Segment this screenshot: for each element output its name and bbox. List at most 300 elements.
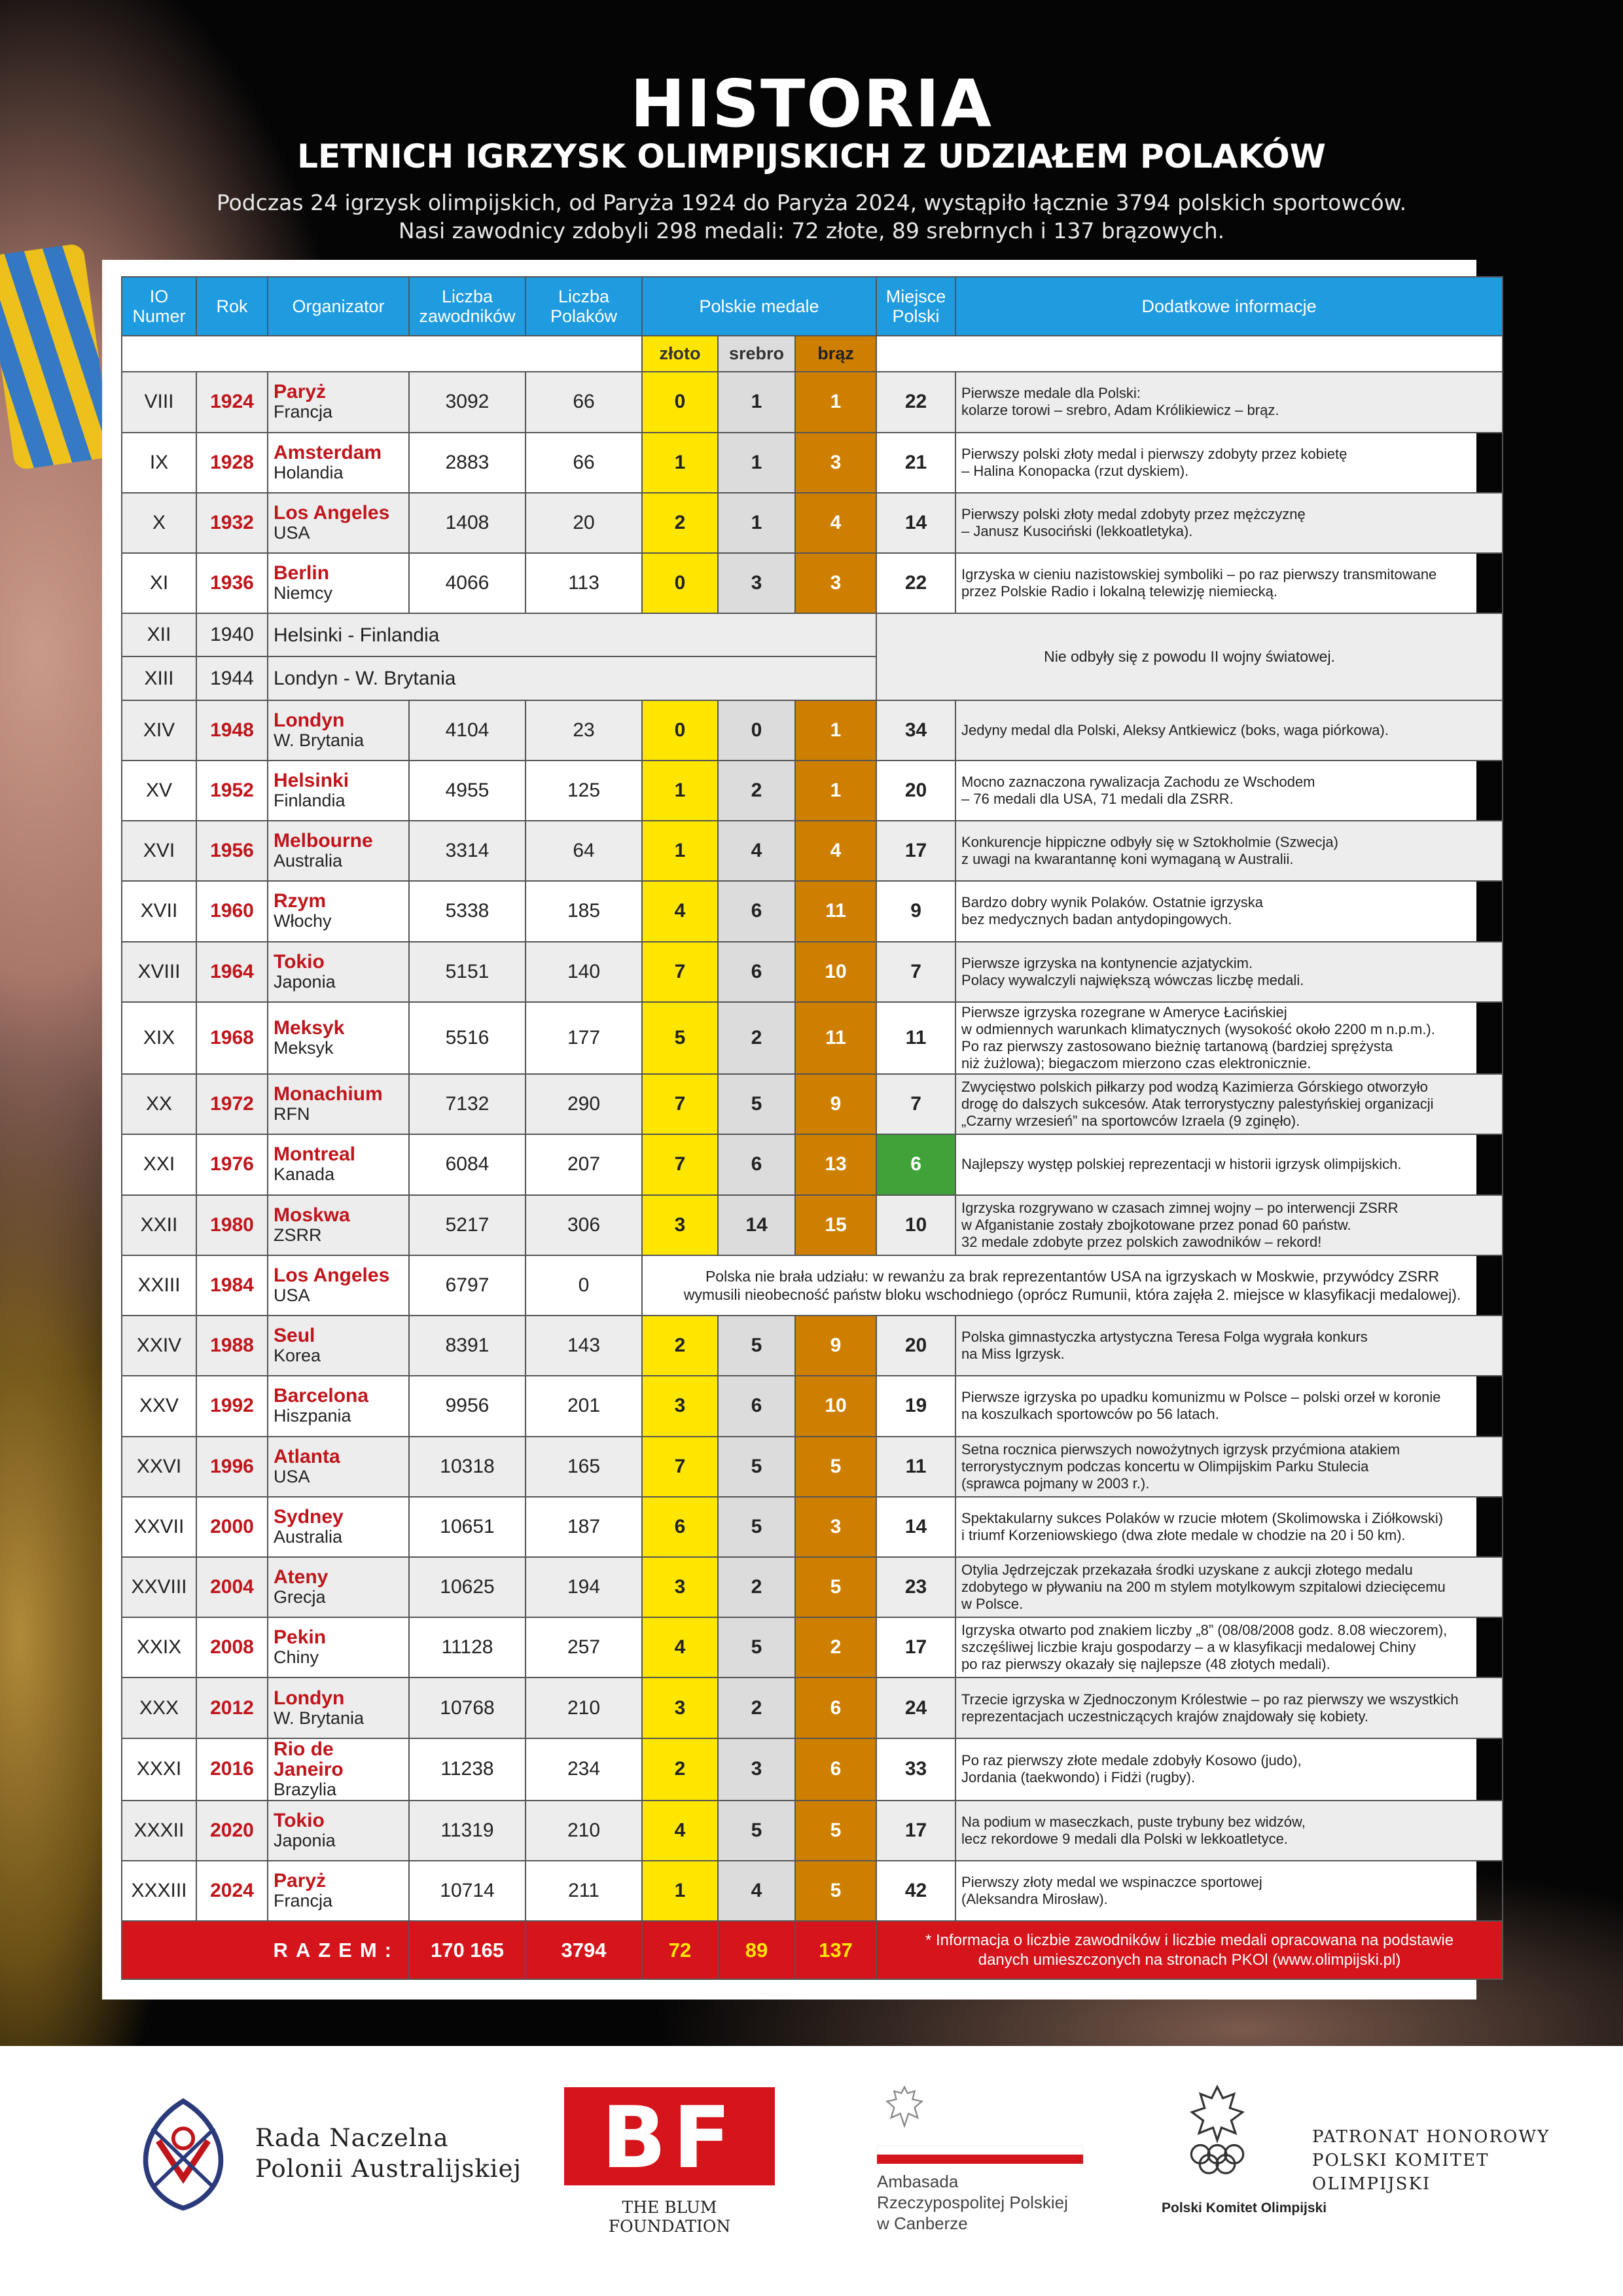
rada-name-line-2: Polonii Australijskiej [255, 2155, 522, 2183]
col-medals: Polskie medale [642, 277, 876, 336]
medal-subheader-row [122, 336, 1503, 372]
year: 2020 [196, 1801, 268, 1861]
info-line: reprezentacjach uczestniczących krajów znajdowały się kobiety. [961, 1708, 1369, 1725]
table-row [122, 493, 1503, 553]
io-number: XXVII [122, 1497, 196, 1557]
poles-count: 113 [526, 553, 642, 613]
athletes-count: 4104 [409, 700, 526, 761]
info-line: – 76 medali dla USA, 71 medali dla ZSRR. [961, 791, 1234, 807]
info-line: w odmiennych warunkach klimatycznych (wysokość około 2200 m n.p.m.). [961, 1020, 1435, 1037]
info-line: (Aleksandra Mirosław). [961, 1891, 1108, 1908]
additional-info [955, 1074, 1503, 1134]
silver-count: 5 [718, 1437, 795, 1497]
page-subtitle: LETNICH IGRZYSK OLIMPIJSKICH Z UDZIAŁEM POLAKÓW [297, 137, 1326, 175]
year: 1984 [196, 1255, 268, 1316]
year: 1928 [196, 433, 268, 493]
bronze-count: 3 [795, 553, 876, 613]
table-row [122, 1002, 1503, 1074]
host-country: Niemcy [274, 583, 333, 603]
info-line: Pierwsze igrzyska rozegrane w Ameryce Łacińskiej [961, 1003, 1287, 1020]
host-country: Francja [274, 1891, 333, 1911]
bronze-count: 5 [795, 1861, 876, 1921]
info-line: Po raz pierwszy zastosowano bieżnię tartanową (bardziej sprężysta [961, 1037, 1393, 1054]
additional-info [955, 372, 1503, 432]
gold-count: 2 [642, 493, 718, 553]
boycott-row [122, 1255, 1503, 1316]
host-country: W. Brytania [274, 730, 365, 750]
embassy-line-2: Rzeczypospolitej Polskiej [877, 2193, 1068, 2212]
poland-place: 24 [876, 1677, 955, 1738]
additional-info [955, 1677, 1503, 1738]
io-number: XXI [122, 1134, 196, 1194]
athletes-count: 3314 [409, 821, 526, 881]
host-country: Holandia [274, 462, 344, 482]
cancelled-note: Nie odbyły się z powodu II wojny światowej. [876, 613, 1503, 700]
bronze-count: 9 [795, 1316, 876, 1376]
col-poles: Liczba Polaków [526, 277, 642, 336]
poles-count: 0 [526, 1255, 642, 1316]
totals-athletes: 170 165 [409, 1921, 526, 1979]
bronze-count: 13 [795, 1134, 876, 1194]
athletes-count: 10714 [409, 1861, 526, 1921]
additional-info [955, 1801, 1503, 1861]
poland-place: 11 [876, 1437, 955, 1497]
table-row [122, 1195, 1503, 1255]
host-country: Australia [274, 1526, 343, 1547]
gold-count: 3 [642, 1376, 718, 1436]
table-row [122, 1074, 1503, 1134]
info-line: Pierwsze medale dla Polski: [961, 385, 1141, 402]
silver-count: 3 [718, 553, 795, 613]
info-line: lecz rekordowe 9 medali dla Polski w lekkoatletyce. [961, 1831, 1288, 1848]
poles-count: 165 [526, 1437, 642, 1497]
year: 1944 [196, 656, 268, 700]
info-line: „Czarny wrzesień” na sportowców Izraela (9 zginęło). [961, 1113, 1300, 1130]
bronze-count: 11 [795, 881, 876, 941]
io-number: XII [122, 613, 196, 656]
host-country: Hiszpania [274, 1406, 351, 1426]
source-note-line: danych umieszczonych na stronach PKOl (www.olimpijski.pl) [978, 1950, 1401, 1969]
additional-info [955, 1497, 1503, 1557]
athletes-count: 7132 [409, 1074, 526, 1134]
host-country: Francja [274, 402, 333, 422]
bronze-count: 2 [795, 1617, 876, 1677]
year: 1936 [196, 553, 268, 613]
athletes-count: 3092 [409, 372, 526, 432]
year: 1940 [196, 613, 268, 656]
totals-row [122, 1921, 1503, 1979]
poland-place: 33 [876, 1738, 955, 1801]
gold-count: 7 [642, 942, 718, 1002]
col-host: Organizator [268, 277, 409, 336]
io-number: XXVIII [122, 1557, 196, 1617]
year: 2004 [196, 1557, 268, 1617]
cancelled-host: Helsinki - Finlandia [268, 613, 876, 656]
info-line: w Afganistanie zostały zbojkotowane przez ponad 60 państw. [961, 1216, 1351, 1233]
poland-place: 10 [876, 1195, 955, 1255]
totals-gold: 72 [642, 1921, 718, 1979]
bronze-count: 1 [795, 372, 876, 432]
info-line: Zwycięstwo polskich piłkarzy pod wodzą Kazimierza Górskiego otworzyło [961, 1079, 1428, 1096]
year: 1924 [196, 372, 268, 432]
table-row [122, 1134, 1503, 1194]
silver-count: 2 [718, 761, 795, 821]
poles-count: 140 [526, 942, 642, 1002]
info-line: w Polsce. [961, 1596, 1024, 1613]
info-line: na koszulkach sportowców po 56 latach. [961, 1406, 1219, 1423]
host-cell [268, 1376, 409, 1436]
intro-line-1: Podczas 24 igrzysk olimpijskich, od Paryża 1924 do Paryża 2024, wystąpiło łącznie 3794 polskich sportowców. [216, 190, 1407, 215]
host-cell [268, 1437, 409, 1497]
poles-count: 211 [526, 1861, 642, 1921]
gold-count: 2 [642, 1738, 718, 1801]
host-country: Australia [274, 851, 343, 871]
bronze-count: 5 [795, 1801, 876, 1861]
silver-count: 2 [718, 1557, 795, 1617]
host-city: Sydney [274, 1505, 344, 1528]
io-number: XXIII [122, 1255, 196, 1316]
gold-count: 6 [642, 1497, 718, 1557]
info-line: Pierwszy polski złoty medal zdobyty przez mężczyznę [961, 505, 1306, 522]
year: 1980 [196, 1195, 268, 1255]
poland-place: 21 [876, 433, 955, 493]
additional-info [955, 1376, 1503, 1436]
boycott-note [642, 1255, 1503, 1316]
cancelled-host: Londyn - W. Brytania [268, 656, 876, 700]
medal-gold-label: złoto [642, 336, 718, 372]
silver-count: 5 [718, 1316, 795, 1376]
host-country: RFN [274, 1104, 310, 1124]
additional-info [955, 1134, 1503, 1194]
info-line: z uwagi na kwarantannę koni wymaganą w Australii. [961, 851, 1294, 868]
io-number: XI [122, 553, 196, 613]
io-number: XIX [122, 1002, 196, 1074]
silver-count: 1 [718, 433, 795, 493]
bronze-count: 3 [795, 1497, 876, 1557]
additional-info [955, 1617, 1503, 1677]
poland-place: 14 [876, 493, 955, 553]
silver-count: 14 [718, 1195, 795, 1255]
silver-count: 5 [718, 1074, 795, 1134]
polish-flag-bar [877, 2145, 1083, 2164]
silver-count: 1 [718, 493, 795, 553]
bronze-count: 15 [795, 1195, 876, 1255]
athletes-count: 5217 [409, 1195, 526, 1255]
io-number: XXIV [122, 1316, 196, 1376]
gold-count: 3 [642, 1677, 718, 1738]
info-line: Polska gimnastyczka artystyczna Teresa Folga wygrała konkurs [961, 1329, 1368, 1346]
table-row [122, 433, 1503, 493]
gold-count: 2 [642, 1316, 718, 1376]
year: 1948 [196, 700, 268, 761]
host-city: Tokio [274, 1810, 325, 1832]
poles-count: 125 [526, 761, 642, 821]
host-cell [268, 1738, 409, 1801]
pkol-emblem-icon [1181, 2081, 1253, 2179]
rada-name-line-1: Rada Naczelna [255, 2124, 449, 2152]
poles-count: 185 [526, 881, 642, 941]
poland-place: 17 [876, 1617, 955, 1677]
host-city: Montreal [274, 1143, 356, 1166]
poland-place: 20 [876, 761, 955, 821]
gold-count: 3 [642, 1195, 718, 1255]
host-country: Chiny [274, 1647, 319, 1668]
host-cell [268, 493, 409, 553]
rada-emblem-icon [121, 2091, 245, 2215]
athletes-count: 4066 [409, 553, 526, 613]
gold-count: 0 [642, 372, 718, 432]
host-cell [268, 1134, 409, 1194]
poles-count: 66 [526, 433, 642, 493]
additional-info [955, 881, 1503, 941]
host-cell [268, 700, 409, 761]
poland-place: 7 [876, 1074, 955, 1134]
host-cell [268, 553, 409, 613]
host-city: Paryż [274, 1870, 327, 1892]
host-cell [268, 1255, 409, 1316]
host-city: Londyn [274, 709, 345, 731]
host-cell [268, 1002, 409, 1074]
additional-info [955, 433, 1503, 493]
year: 2008 [196, 1617, 268, 1677]
poland-place: 22 [876, 553, 955, 613]
athletes-count: 9956 [409, 1376, 526, 1436]
host-cell [268, 942, 409, 1002]
host-city: Meksyk [274, 1016, 345, 1039]
host-cell [268, 1861, 409, 1921]
gold-count: 0 [642, 553, 718, 613]
header-row [122, 277, 1503, 336]
info-line: Jedyny medal dla Polski, Aleksy Antkiewicz (boks, waga piórkowa). [961, 721, 1389, 738]
source-note [876, 1921, 1503, 1979]
additional-info [955, 1738, 1503, 1801]
poland-place: 7 [876, 942, 955, 1002]
athletes-count: 1408 [409, 493, 526, 553]
table-row [122, 1437, 1503, 1497]
info-line: drogę do dalszych sukcesów. Atak terrorystyczny palestyńskiej organizacji [961, 1096, 1434, 1113]
io-number: IX [122, 433, 196, 493]
year: 1964 [196, 942, 268, 1002]
host-country: Japonia [274, 1831, 336, 1851]
gold-count: 4 [642, 881, 718, 941]
additional-info [955, 1002, 1503, 1074]
info-line: Pierwsze igrzyska na kontynencie azjatyckim. [961, 954, 1253, 971]
bronze-count: 1 [795, 761, 876, 821]
bronze-count: 5 [795, 1437, 876, 1497]
info-line: Pierwszy polski złoty medal i pierwszy zdobyty przez kobietę [961, 445, 1347, 462]
info-line: Igrzyska otwarto pod znakiem liczby „8” (08/08/2008 godz. 8.08 wieczorem), [961, 1622, 1448, 1639]
bronze-count: 5 [795, 1557, 876, 1617]
host-city: Los Angeles [274, 501, 390, 524]
silver-count: 2 [718, 1677, 795, 1738]
athletes-count: 11319 [409, 1801, 526, 1861]
year: 1932 [196, 493, 268, 553]
info-line: i triumf Korzeniowskiego (dwa złote medale w chodzie na 20 i 50 km). [961, 1526, 1406, 1543]
host-country: Kanada [274, 1164, 335, 1185]
host-city: Amsterdam [274, 441, 382, 463]
additional-info [955, 942, 1503, 1002]
silver-count: 5 [718, 1801, 795, 1861]
table-row [122, 1861, 1503, 1921]
info-line: Pierwszy złoty medal we wspinaczce sportowej [961, 1874, 1262, 1891]
gold-count: 7 [642, 1134, 718, 1194]
info-line: Pierwsze igrzyska po upadku komunizmu w Polsce – polski orzeł w koronie [961, 1389, 1441, 1406]
poland-place: 22 [876, 372, 955, 432]
table-row [122, 942, 1503, 1002]
host-city: Atlanta [274, 1445, 340, 1467]
poland-place: 23 [876, 1557, 955, 1617]
info-line: Mocno zaznaczona rywalizacja Zachodu ze Wschodem [961, 774, 1315, 790]
bronze-count: 1 [795, 700, 876, 761]
table-row [122, 1316, 1503, 1376]
gold-count: 1 [642, 1861, 718, 1921]
host-country: Włochy [274, 911, 332, 931]
year: 1976 [196, 1134, 268, 1194]
table-row [122, 881, 1503, 941]
host-city: Berlin [274, 562, 330, 584]
note-line: Polska nie brała udziału: w rewanżu za brak reprezentantów USA na igrzyskach w Moskwie, przywódcy ZSRR [705, 1267, 1440, 1285]
poles-count: 290 [526, 1074, 642, 1134]
table-row [122, 553, 1503, 613]
info-line: na Miss Igrzysk. [961, 1346, 1065, 1363]
athletes-count: 10651 [409, 1497, 526, 1557]
cancelled-row [122, 613, 1503, 656]
host-city: Pekin [274, 1626, 327, 1649]
io-number: XVI [122, 821, 196, 881]
info-line: Jordania (taekwondo) i Fidżi (rugby). [961, 1769, 1196, 1786]
host-cell [268, 1617, 409, 1677]
poles-count: 177 [526, 1002, 642, 1074]
bronze-count: 4 [795, 493, 876, 553]
host-city: Monachium [274, 1083, 383, 1105]
year: 2024 [196, 1861, 268, 1921]
table-row [122, 1677, 1503, 1738]
table-row [122, 821, 1503, 881]
additional-info [955, 1557, 1503, 1617]
additional-info [955, 493, 1503, 553]
poles-count: 143 [526, 1316, 642, 1376]
info-line: Trzecie igrzyska w Zjednoczonym Królestwie – po raz pierwszy we wszystkich [961, 1691, 1459, 1708]
host-cell [268, 1801, 409, 1861]
info-line: kolarze torowi – srebro, Adam Królikiewicz – brąz. [961, 402, 1279, 419]
silver-count: 6 [718, 1376, 795, 1436]
host-cell [268, 821, 409, 881]
host-city: Londyn [274, 1687, 345, 1709]
additional-info [955, 761, 1503, 821]
gold-count: 4 [642, 1801, 718, 1861]
additional-info [955, 1195, 1503, 1255]
info-line: Bardzo dobry wynik Polaków. Ostatnie igrzyska [961, 894, 1264, 911]
athletes-count: 6084 [409, 1134, 526, 1194]
table-row [122, 1801, 1503, 1861]
gold-count: 1 [642, 433, 718, 493]
host-cell [268, 1316, 409, 1376]
silver-count: 1 [718, 372, 795, 432]
host-city: Moskwa [274, 1204, 350, 1226]
info-line: Konkurencje hippiczne odbyły się w Sztokholmie (Szwecja) [961, 834, 1338, 851]
io-number: X [122, 493, 196, 553]
page-title: HISTORIA [630, 65, 993, 142]
athletes-count: 10318 [409, 1437, 526, 1497]
additional-info [955, 1316, 1503, 1376]
silver-count: 3 [718, 1738, 795, 1801]
host-country: USA [274, 522, 310, 543]
athletes-count: 2883 [409, 433, 526, 493]
pkol-caption: Polski Komitet Olimpijski [1162, 2200, 1327, 2215]
info-line: przez Polskie Radio i lokalną telewizję niemiecką. [961, 583, 1278, 600]
table-row [122, 1376, 1503, 1436]
table-row [122, 1738, 1503, 1801]
host-cell [268, 433, 409, 493]
bronze-count: 4 [795, 821, 876, 881]
info-line: szczęśliwej liczbie kraju gospodarzy – a w klasyfikacji medalowej Chiny [961, 1639, 1416, 1656]
poland-place: 9 [876, 881, 955, 941]
col-athletes: Liczba zawodników [409, 277, 526, 336]
host-cell [268, 881, 409, 941]
poland-place: 6 [876, 1134, 955, 1194]
poles-count: 257 [526, 1617, 642, 1677]
embassy-line-1: Ambasada [877, 2172, 959, 2191]
gold-count: 5 [642, 1002, 718, 1074]
additional-info [955, 821, 1503, 881]
col-year: Rok [196, 277, 268, 336]
info-line: po raz pierwszy okazały się najlepsze (48 złotych medali). [961, 1656, 1330, 1673]
host-city: Tokio [274, 950, 325, 973]
bf-logo-letters: BF [601, 2088, 738, 2187]
table-row [122, 1557, 1503, 1617]
host-country: Korea [274, 1346, 321, 1366]
info-line: – Janusz Kusociński (lekkoatletyka). [961, 522, 1193, 539]
poland-place: 42 [876, 1861, 955, 1921]
io-number: XXIX [122, 1617, 196, 1677]
host-country: USA [274, 1285, 310, 1305]
info-line: Setna rocznica pierwszych nowożytnych igrzysk przyćmiona atakiem [961, 1441, 1400, 1458]
additional-info [955, 700, 1503, 761]
olympics-table [121, 276, 1503, 1980]
silver-count: 5 [718, 1617, 795, 1677]
medal-silver-label: srebro [718, 336, 795, 372]
host-city: Paryż [274, 381, 327, 403]
col-place: Miejsce Polski [876, 277, 955, 336]
athletes-count: 8391 [409, 1316, 526, 1376]
additional-info [955, 553, 1503, 613]
host-city: Barcelona [274, 1385, 369, 1407]
info-line: Polacy wywalczyli największą wówczas liczbę medali. [961, 971, 1304, 988]
host-cell [268, 1677, 409, 1738]
info-line: zdobytego w pływaniu na 200 m stylem motylkowym szpitalowi dziecięcemu [961, 1579, 1446, 1596]
host-country: Grecja [274, 1587, 326, 1607]
poles-count: 306 [526, 1195, 642, 1255]
gold-count: 7 [642, 1074, 718, 1134]
silver-count: 6 [718, 1134, 795, 1194]
host-cell [268, 1074, 409, 1134]
info-line: terrorystycznym podczas koncertu w Olimpijskim Parku Stulecia [961, 1458, 1369, 1475]
gold-count: 1 [642, 821, 718, 881]
poles-count: 207 [526, 1134, 642, 1194]
info-line: Najlepszy występ polskiej reprezentacji w historii igrzysk olimpijskich. [961, 1156, 1402, 1173]
poles-count: 210 [526, 1677, 642, 1738]
subheader-blank [876, 336, 1503, 372]
bronze-count: 9 [795, 1074, 876, 1134]
io-number: XX [122, 1074, 196, 1134]
host-city: Rzym [274, 890, 327, 912]
poles-count: 210 [526, 1801, 642, 1861]
host-country: ZSRR [274, 1225, 322, 1245]
poles-count: 20 [526, 493, 642, 553]
info-line: niż żużlowa); biegaczom mierzono czas elektronicznie. [961, 1054, 1311, 1071]
io-number: XXVI [122, 1437, 196, 1497]
host-country: Finlandia [274, 791, 346, 810]
